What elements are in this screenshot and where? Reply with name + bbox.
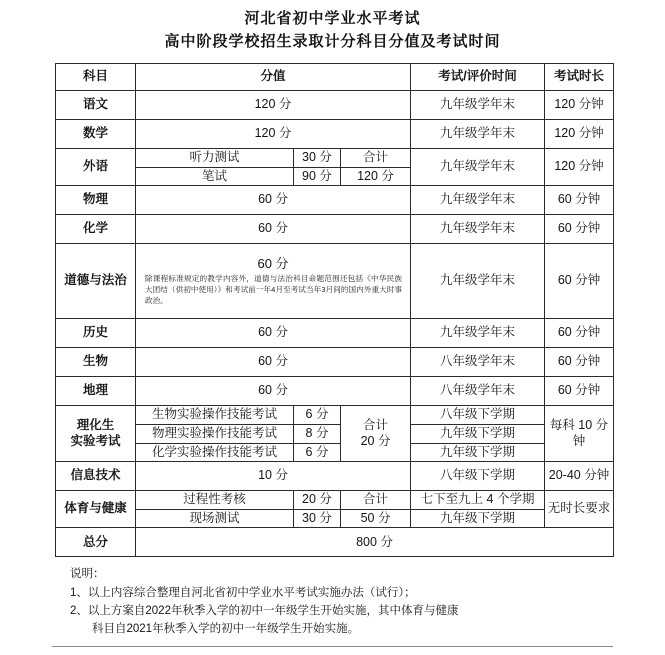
bottom-divider [52, 646, 613, 647]
subject-morality-law: 道德与法治 [56, 244, 136, 319]
subject-foreign-language: 外语 [56, 149, 136, 186]
exam-time-physics: 九年级学年末 [411, 186, 545, 215]
exam-time-lab-physics: 九年级下学期 [411, 424, 545, 443]
table-row [56, 348, 614, 377]
header-exam-time: 考试/评价时间 [411, 64, 545, 91]
table-total-row [56, 528, 614, 557]
foreign-total-label: 合计 [341, 149, 411, 168]
subject-lab-exams-line2: 实验考试 [70, 433, 121, 448]
note-morality-law: 除课程标准规定的教学内容外，道德与法治科目命题范围还包括《中华民族大团结（供初中使用）》和考试前一年4月至考试当年3月间的国内外重大时事政治。 [145, 274, 403, 305]
lab-part-chem-score: 6 分 [294, 443, 341, 462]
table-row [56, 91, 614, 120]
header-subject: 科目 [56, 64, 136, 91]
subject-chemistry: 化学 [56, 215, 136, 244]
lab-part-bio-score: 6 分 [294, 406, 341, 425]
notes-item-2: 2、以上方案自2022年秋季入学的初中一年级学生开始实施，其中体育与健康 [70, 604, 459, 617]
pe-part-process-score: 20 分 [294, 491, 341, 510]
score-physics: 60 分 [136, 186, 411, 215]
subject-geography: 地理 [56, 377, 136, 406]
exam-time-geography: 八年级学年末 [411, 377, 545, 406]
score-geography: 60 分 [136, 377, 411, 406]
exam-time-history: 九年级学年末 [411, 319, 545, 348]
lab-part-physics-score: 8 分 [294, 424, 341, 443]
exam-time-pe-process: 七下至九上 4 个学期 [411, 491, 545, 510]
total-label: 总分 [56, 528, 136, 557]
table-row [56, 424, 614, 443]
exam-time-it: 八年级下学期 [411, 462, 545, 491]
exam-table-wrap [55, 63, 613, 557]
foreign-total-value: 120 分 [341, 167, 411, 186]
pe-total-value: 50 分 [341, 509, 411, 528]
lab-total-cell [341, 406, 411, 462]
exam-time-pe-onsite: 九年级下学期 [411, 509, 545, 528]
lab-part-bio-name: 生物实验操作技能考试 [136, 406, 294, 425]
pe-total-label: 合计 [341, 491, 411, 510]
duration-foreign-language: 120 分钟 [545, 149, 614, 186]
exam-time-morality-law: 九年级学年末 [411, 244, 545, 319]
header-duration: 考试时长 [545, 64, 614, 91]
exam-time-foreign-language: 九年级学年末 [411, 149, 545, 186]
lab-total-value: 20 分 [360, 433, 391, 448]
notes-item-2-continued: 科目自2021年秋季入学的初中一年级学生开始实施。 [92, 622, 360, 635]
notes-heading: 说明： [70, 568, 105, 581]
table-row [56, 120, 614, 149]
foreign-part-written-score: 90 分 [294, 167, 341, 186]
score-math: 120 分 [136, 120, 411, 149]
table-row [56, 244, 614, 319]
exam-time-math: 九年级学年末 [411, 120, 545, 149]
exam-subjects-table [55, 63, 614, 557]
foreign-part-listening-score: 30 分 [294, 149, 341, 168]
score-chinese: 120 分 [136, 91, 411, 120]
table-row [56, 149, 614, 168]
header-score: 分值 [136, 64, 411, 91]
duration-geography: 60 分钟 [545, 377, 614, 406]
duration-physics: 60 分钟 [545, 186, 614, 215]
foreign-part-listening-name: 听力测试 [136, 149, 294, 168]
subject-history: 历史 [56, 319, 136, 348]
footer-notes [70, 565, 590, 638]
subject-pe-health: 体育与健康 [56, 491, 136, 528]
table-row [56, 215, 614, 244]
duration-chinese: 120 分钟 [545, 91, 614, 120]
duration-math: 120 分钟 [545, 120, 614, 149]
table-row [56, 319, 614, 348]
table-row [56, 462, 614, 491]
exam-time-lab-chem: 九年级下学期 [411, 443, 545, 462]
table-row [56, 491, 614, 510]
exam-time-biology: 八年级学年末 [411, 348, 545, 377]
duration-lab-exams: 每科 10 分钟 [545, 406, 614, 462]
score-biology: 60 分 [136, 348, 411, 377]
duration-biology: 60 分钟 [545, 348, 614, 377]
subject-biology: 生物 [56, 348, 136, 377]
subject-lab-exams-line1: 理化生 [76, 418, 115, 433]
table-row [56, 443, 614, 462]
title-line-2: 高中阶段学校招生录取计分科目分值及考试时间 [164, 32, 501, 50]
duration-pe-health: 无时长要求 [545, 491, 614, 528]
subject-physics: 物理 [56, 186, 136, 215]
subject-lab-exams [56, 406, 136, 462]
pe-part-onsite-name: 现场测试 [136, 509, 294, 528]
lab-part-chem-name: 化学实验操作技能考试 [136, 443, 294, 462]
score-morality-law: 60 分 [257, 255, 289, 271]
pe-part-process-name: 过程性考核 [136, 491, 294, 510]
table-header-row [56, 64, 614, 91]
subject-it: 信息技术 [56, 462, 136, 491]
duration-it: 20-40 分钟 [545, 462, 614, 491]
duration-morality-law: 60 分钟 [545, 244, 614, 319]
table-row [56, 186, 614, 215]
exam-time-chinese: 九年级学年末 [411, 91, 545, 120]
table-row [56, 509, 614, 528]
lab-total-label: 合计 [363, 418, 389, 433]
lab-part-physics-name: 物理实验操作技能考试 [136, 424, 294, 443]
score-morality-law-cell [136, 244, 411, 319]
notes-item-1: 1、以上内容综合整理自河北省初中学业水平考试实施办法（试行）； [70, 586, 416, 599]
table-row [56, 377, 614, 406]
table-row [56, 406, 614, 425]
title-line-1: 河北省初中学业水平考试 [244, 10, 421, 27]
score-history: 60 分 [136, 319, 411, 348]
foreign-part-written-name: 笔试 [136, 167, 294, 186]
score-chemistry: 60 分 [136, 215, 411, 244]
subject-math: 数学 [56, 120, 136, 149]
duration-history: 60 分钟 [545, 319, 614, 348]
total-value: 800 分 [136, 528, 614, 557]
subject-chinese: 语文 [56, 91, 136, 120]
pe-part-onsite-score: 30 分 [294, 509, 341, 528]
exam-time-lab-bio: 八年级下学期 [411, 406, 545, 425]
duration-chemistry: 60 分钟 [545, 215, 614, 244]
document-title [0, 0, 665, 53]
score-it: 10 分 [136, 462, 411, 491]
exam-time-chemistry: 九年级学年末 [411, 215, 545, 244]
